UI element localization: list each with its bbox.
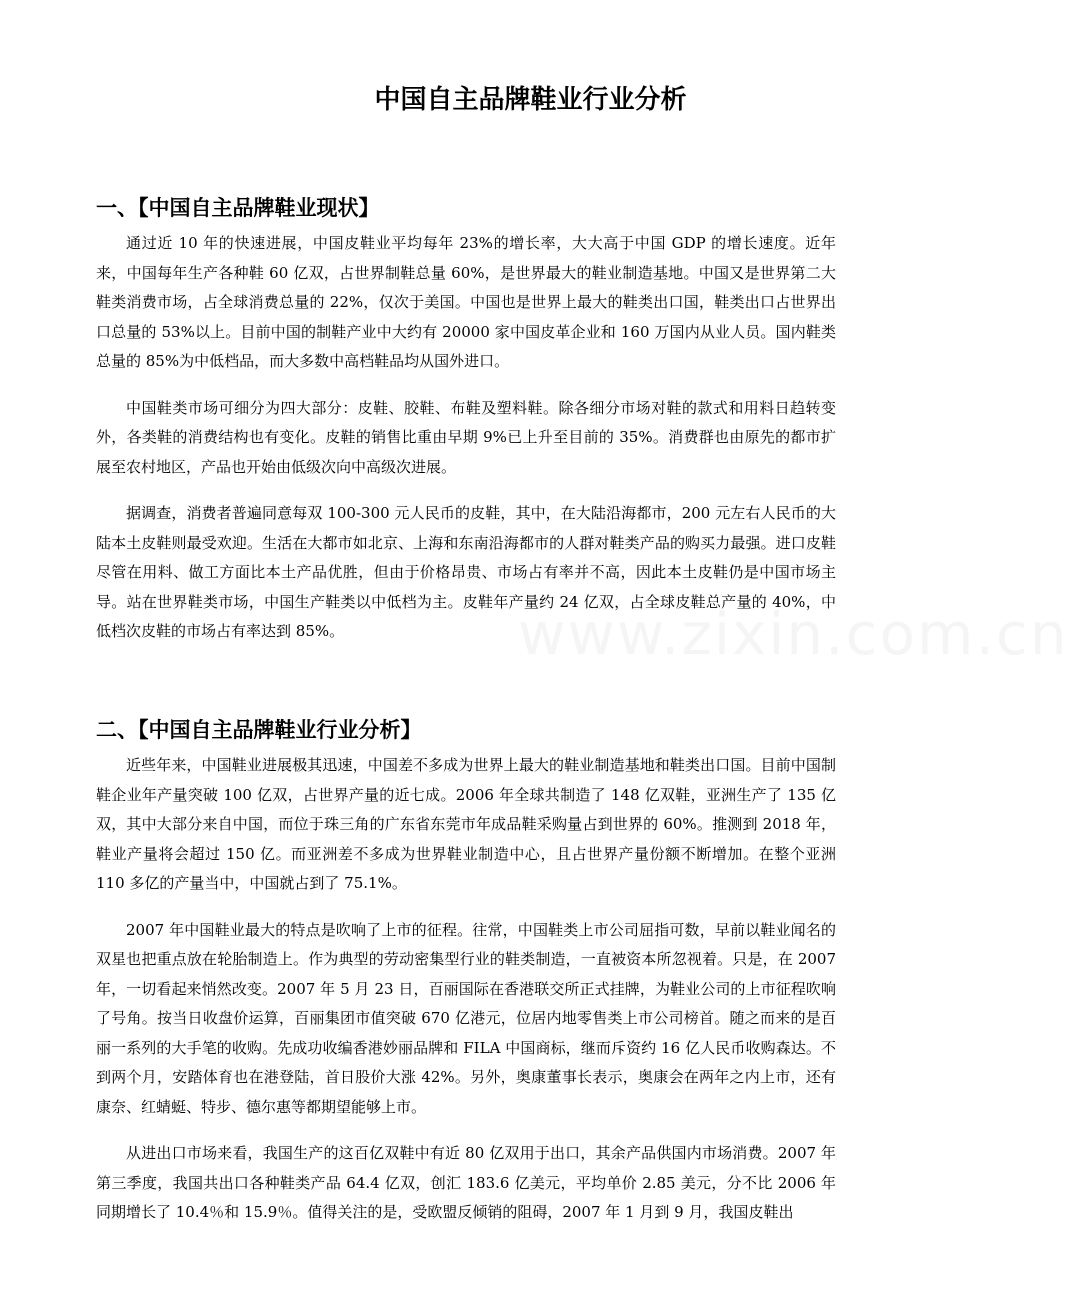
- paragraph: 中国鞋类市场可细分为四大部分：皮鞋、胶鞋、布鞋及塑料鞋。除各细分市场对鞋的款式和用料日趋转变外，各类鞋的消费结构也有变化。皮鞋的销售比重由早期 9%已上升至目前的 35%。消费群也由原先的都市扩展至农村地区，产品也开始由低级次向中高级次进展。: [96, 398, 836, 476]
- paragraph: 通过近 10 年的快速进展，中国皮鞋业平均每年 23%的增长率，大大高于中国 GDP 的增长速度。近年来，中国每年生产各种鞋 60 亿双，占世界制鞋总量 60%，是世界最大的鞋业制造基地。中国又是世界第二大鞋类消费市场，占全球消费总量的 22%，仅次于美国。中国也是世界上最大的鞋类出口国，鞋类出口占世界出口总量的 53%以上。目前中国的制鞋产业中大约有 20000 家中国皮革企业和 160 万国内从业人员。国内鞋类总量的 85%为中低档品，而大多数中高档鞋品均从国外进口。: [96, 234, 836, 370]
- paragraph: 近些年来，中国鞋业进展极其迅速，中国差不多成为世界上最大的鞋业制造基地和鞋类出口国。目前中国制鞋企业年产量突破 100 亿双，占世界产量的近七成。2006 年全球共制造了 148 亿双鞋，亚洲生产了 135 亿双，其中大部分来自中国，而位于珠三角的广东省东莞市年成品鞋采购量占到世界的 60%。推测到 2018 年，鞋业产量将会超过 150 亿。而亚洲差不多成为世界鞋业制造中心，且占世界产量份额不断增加。在整个亚洲 110 多亿的产量当中，中国就占到了 75.1%。: [96, 756, 836, 892]
- section-1: [96, 193, 836, 647]
- paragraph: 据调查，消费者普遍同意每双 100-300 元人民币的皮鞋，其中，在大陆沿海都市，200 元左右人民币的大陆本土皮鞋则最受欢迎。生活在大都市如北京、上海和东南沿海都市的人群对鞋类产品的购买力最强。进口皮鞋尽管在用料、做工方面比本土产品优胜，但由于价格昂贵、市场占有率并不高，因此本土皮鞋仍是中国市场主导。站在世界鞋类市场，中国生产鞋类以中低档为主。皮鞋年产量约 24 亿双，占全球皮鞋总产量的 40%，中低档次皮鞋的市场占有率达到 85%。: [96, 504, 836, 640]
- section-heading: 二、【中国自主品牌鞋业行业分析】: [96, 718, 422, 742]
- paragraph: 从进出口市场来看，我国生产的这百亿双鞋中有近 80 亿双用于出口，其余产品供国内市场消费。2007 年第三季度，我国共出口各种鞋类产品 64.4 亿双，创汇 183.6 亿美元，平均单价 2.85 美元，分不比 2006 年同期增长了 10.4％和 15.9％。值得关注的是，受欧盟反倾销的阻碍，2007 年 1 月到 9 月，我国皮鞋出: [96, 1144, 836, 1221]
- section-heading: 一、【中国自主品牌鞋业现状】: [96, 196, 380, 220]
- paragraph: 2007 年中国鞋业最大的特点是吹响了上市的征程。往常，中国鞋类上市公司屈指可数，早前以鞋业闻名的双星也把重点放在轮胎制造上。作为典型的劳动密集型行业的鞋类制造，一直被资本所忽视着。只是，在 2007 年，一切看起来悄然改变。2007 年 5 月 23 日，百丽国际在香港联交所正式挂牌，为鞋业公司的上市征程吹响了号角。按当日收盘价运算，百丽集团市值突破 670 亿港元，位居内地零售类上市公司榜首。随之而来的是百丽一系列的大手笔的收购。先成功收编香港妙丽品牌和 FILA 中国商标，继而斥资约 16 亿人民币收购森达。不到两个月，安踏体育也在港登陆，首日股价大涨 42%。另外，奥康董事长表示，奥康会在两年之内上市，还有康奈、红蜻蜓、特步、德尔惠等都期望能够上市。: [96, 920, 836, 1116]
- watermark: www.zixin.com.cn: [518, 600, 1069, 668]
- section-2: [96, 715, 836, 1228]
- document-title: 中国自主品牌鞋业行业分析: [374, 85, 687, 115]
